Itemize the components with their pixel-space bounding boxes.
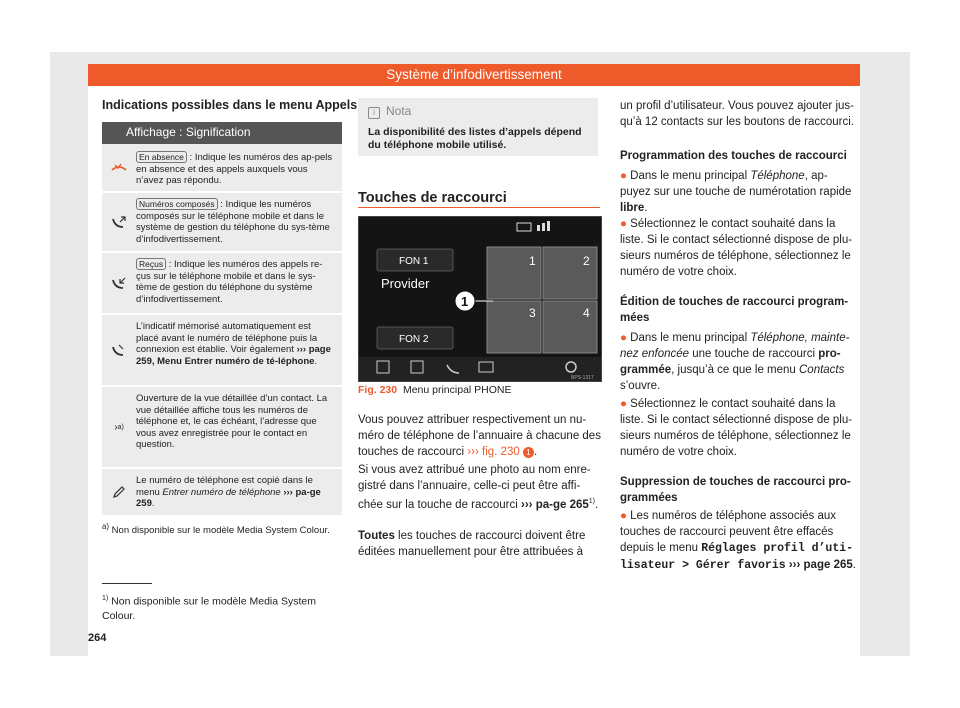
key-1: 1 xyxy=(529,254,536,268)
missed-call-icon xyxy=(102,144,136,191)
page-number: 264 xyxy=(88,632,107,644)
col2-paragraph-3: Toutes les touches de raccourci doivent être éditées manuellement pour être attribuées à xyxy=(358,530,586,558)
figure-caption xyxy=(358,384,512,396)
footnote-marker: 1) xyxy=(588,498,595,505)
footnote-rule xyxy=(102,583,152,584)
footnote-marker: 1) xyxy=(102,595,109,602)
footnote-marker: a) xyxy=(117,423,124,431)
key-4: 4 xyxy=(583,306,590,320)
menu-name: Entrer numéro de téléphone xyxy=(162,486,281,498)
row-text: : Indique les numéros des ap-pels en absence et des appels auxquels vous n’avez pas répondu. xyxy=(136,152,333,186)
phone-screen-figure xyxy=(358,216,602,382)
table-heading: Indications possibles dans le menu Appels xyxy=(102,98,358,112)
row-text: L’indicatif mémorisé automatiquement est placé avant le numéro de téléphone puis la connexion est établie. Voir également xyxy=(136,321,318,355)
callout-marker: 1 xyxy=(523,447,534,458)
prefix-call-icon xyxy=(102,315,136,385)
subheading-editing: Édition de touches de raccourci program-mées xyxy=(620,296,849,324)
row-text: Le numéro de téléphone est copié dans le menu xyxy=(136,475,313,498)
dialed-badge: Numéros composés xyxy=(136,198,218,210)
pencil-icon xyxy=(102,469,136,515)
table-row: Le numéro de téléphone est copié dans le menu Entrer numéro de téléphone ››› pa-ge 259. xyxy=(102,469,342,515)
table-row xyxy=(102,193,342,251)
footnote-marker: a) xyxy=(102,522,110,531)
page-reference: ››› pa-ge 265 xyxy=(521,498,589,511)
page-header: Système d’infodivertissement xyxy=(88,64,860,86)
fon1-label: FON 1 xyxy=(399,256,429,267)
col2-paragraph-1: Vous pouvez attribuer respectivement un nu-méro de téléphone de l’annuaire à chacune des touches de raccourci ››› fig. 230 1 . xyxy=(358,414,601,458)
table-footnote xyxy=(102,522,347,536)
key-2: 2 xyxy=(583,254,590,268)
info-icon: i xyxy=(368,107,380,119)
row-text: Ouverture de la vue détaillée d’un contact. La vue détaillée affiche tous les numéros de téléphone et, le cas échéant, l’adresse que vous avez enregistrée pour le contact en question. xyxy=(136,393,328,450)
col2-paragraph-2: Si vous avez attribué une photo au nom enre-gistré dans l’annuaire, celle-ci peut être affi-chée sur la touche de raccourci ››› pa-ge 265$^{1)}$. xyxy=(358,464,599,511)
nota-title: i Nota xyxy=(368,104,411,119)
chevron-right-icon: › a) xyxy=(114,421,124,433)
table-body xyxy=(102,144,342,515)
col3-paragraph-1: un profil d’utilisateur. Vous pouvez ajouter jus-qu’à 12 contacts sur les boutons de raccourci. xyxy=(620,100,854,128)
figure-number: Fig. 230 xyxy=(358,384,398,396)
table-row xyxy=(102,144,342,191)
menu-path: Réglages profil d’uti-lisateur > Gérer favoris xyxy=(620,542,854,572)
missed-badge: En absence xyxy=(136,151,187,163)
provider-label: Provider xyxy=(381,276,430,291)
table-row: L’indicatif mémorisé automatiquement est placé avant le numéro de téléphone puis la connexion est établie. Voir également ››› page 259, Menu Entrer numéro de té-léphone. xyxy=(102,315,342,385)
page-reference: ››› page 265 xyxy=(788,559,853,571)
bullet-3: ● Dans le menu principal Téléphone, mainte-nez enfoncée une touche de raccourci pro-grammée, jusqu’à ce que le menu Contacts s’ouvre. xyxy=(620,332,850,392)
subheading-deletion: Suppression de touches de raccourci pro-grammées xyxy=(620,476,851,504)
subheading-programming: Programmation des touches de raccourci xyxy=(620,150,847,162)
row-text: : Indique les numéros composés sur le téléphone mobile et dans le système de gestion du téléphone du sys-tème d’infodivertissement. xyxy=(136,199,330,245)
section-title: Touches de raccourci xyxy=(358,190,507,206)
callout-1: 1 xyxy=(461,294,469,309)
bullet-1: ● Dans le menu principal Téléphone, ap-puyez sur une touche de numérotation rapide libre. xyxy=(620,170,852,214)
bullet-5: ● Les numéros de téléphone associés aux touches de raccourci peuvent être effacés depuis le menu Réglages profil d’uti-lisateur > Gérer favoris ››› page 265. xyxy=(620,510,856,572)
row-text: : Indique les numéros des appels re-çus sur le téléphone mobile et dans le sys-tème de gestion du téléphone du système d’infodivertissement. xyxy=(136,259,323,305)
call-menu-table xyxy=(102,122,342,144)
outgoing-call-icon xyxy=(102,193,136,251)
figure-code: BPS-1317 xyxy=(571,375,594,381)
bullet-2: ● Sélectionnez le contact souhaité dans la liste. Si le contact sélectionné dispose de plu-sieurs numéros de téléphone, sélectionnez le numéro de votre choix. xyxy=(620,218,853,278)
figure-caption-text: Menu principal PHONE xyxy=(402,384,512,396)
figure-reference: ››› fig. 230 xyxy=(467,446,520,458)
table-row xyxy=(102,253,342,313)
fon2-label: FON 2 xyxy=(399,334,429,345)
table-header: Affichage : Signification xyxy=(102,122,342,144)
nota-text: La disponibilité des listes d’appels dépend du téléphone mobile utilisé. xyxy=(368,126,582,151)
section-divider xyxy=(358,207,600,208)
nota-box xyxy=(358,98,598,156)
footnote-text: Non disponible sur le modèle Media System Colour. xyxy=(111,525,330,537)
page-reference: ››› page 259, Menu Entrer numéro de té-léphone xyxy=(136,344,331,367)
key-3: 3 xyxy=(529,306,536,320)
incoming-call-icon xyxy=(102,253,136,313)
footnote-text: Non disponible sur le modèle Media System Colour. xyxy=(102,595,317,622)
page-footnote xyxy=(102,592,342,623)
received-badge: Reçus xyxy=(136,258,166,270)
table-row xyxy=(102,387,342,467)
bullet-4: ● Sélectionnez le contact souhaité dans la liste. Si le contact sélectionné dispose de plu-sieurs numéros de téléphone, sélectionnez le numéro de votre choix. xyxy=(620,398,853,458)
page-reference: ››› pa-ge 259 xyxy=(136,486,321,509)
